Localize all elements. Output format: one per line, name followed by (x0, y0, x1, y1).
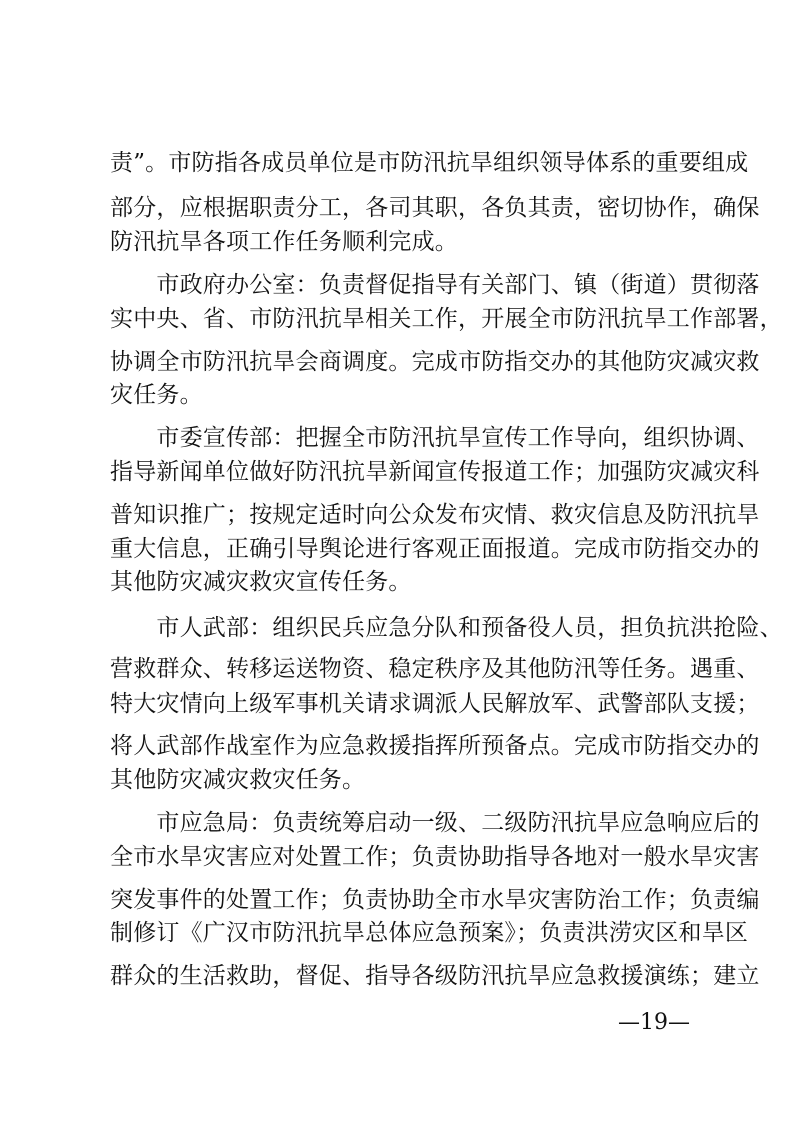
page-number: —19— (618, 1010, 690, 1035)
text-line: 其他防灾减灾救灾任务。 (110, 767, 366, 793)
text-line: 指导新闻单位做好防汛抗旱新闻宣传报道工作；加强防灾减灾科 (110, 459, 760, 485)
text-line: 市人武部：组织民兵应急分队和预备役人员，担负抗洪抢险、 (110, 615, 783, 641)
text-line: 将人武部作战室作为应急救援指挥所预备点。完成市防指交办的 (110, 733, 760, 759)
text-line: 其他防灾减灾救灾宣传任务。 (110, 569, 412, 595)
text-line: 责”。市防指各成员单位是市防汛抗旱组织领导体系的重要组成 (110, 150, 749, 176)
text-line: 全市水旱灾害应对处置工作；负责协助指导各地对一般水旱灾害 (110, 844, 760, 870)
text-line: 特大灾情向上级军事机关请求调派人民解放军、武警部队支援； (110, 691, 760, 717)
text-line: 协调全市防汛抗旱会商调度。完成市防指交办的其他防灾减灾救 (110, 349, 760, 375)
text-line: 营救群众、转移运送物资、稳定秩序及其他防汛等任务。遇重、 (110, 656, 760, 682)
text-line: 突发事件的处置工作；负责协助全市水旱灾害防治工作；负责编 (110, 887, 760, 913)
text-line: 群众的生活救助，督促、指导各级防汛抗旱应急救援演练；建立 (110, 963, 760, 989)
text-line: 部分，应根据职责分工，各司其职，各负其责，密切协作，确保 (110, 195, 760, 221)
text-line: 市委宣传部：把握全市防汛抗旱宣传工作导向，组织协调、 (110, 425, 760, 451)
text-line: 实中央、省、市防汛抗旱相关工作，开展全市防汛抗旱工作部署， (110, 306, 783, 332)
text-line: 灾任务。 (110, 382, 203, 408)
text-line: 防汛抗旱各项工作任务顺利完成。 (110, 229, 458, 255)
text-line: 制修订《广汉市防汛抗旱总体应急预案》；负责洪涝灾区和旱区 (110, 920, 749, 946)
text-line: 市政府办公室：负责督促指导有关部门、镇（街道）贯彻落 (110, 272, 760, 298)
text-line: 市应急局：负责统筹启动一级、二级防汛抗旱应急响应后的 (110, 810, 760, 836)
text-line: 普知识推广；按规定适时向公众发布灾情、救灾信息及防汛抗旱 (110, 502, 760, 528)
text-line: 重大信息，正确引导舆论进行客观正面报道。完成市防指交办的 (110, 536, 760, 562)
